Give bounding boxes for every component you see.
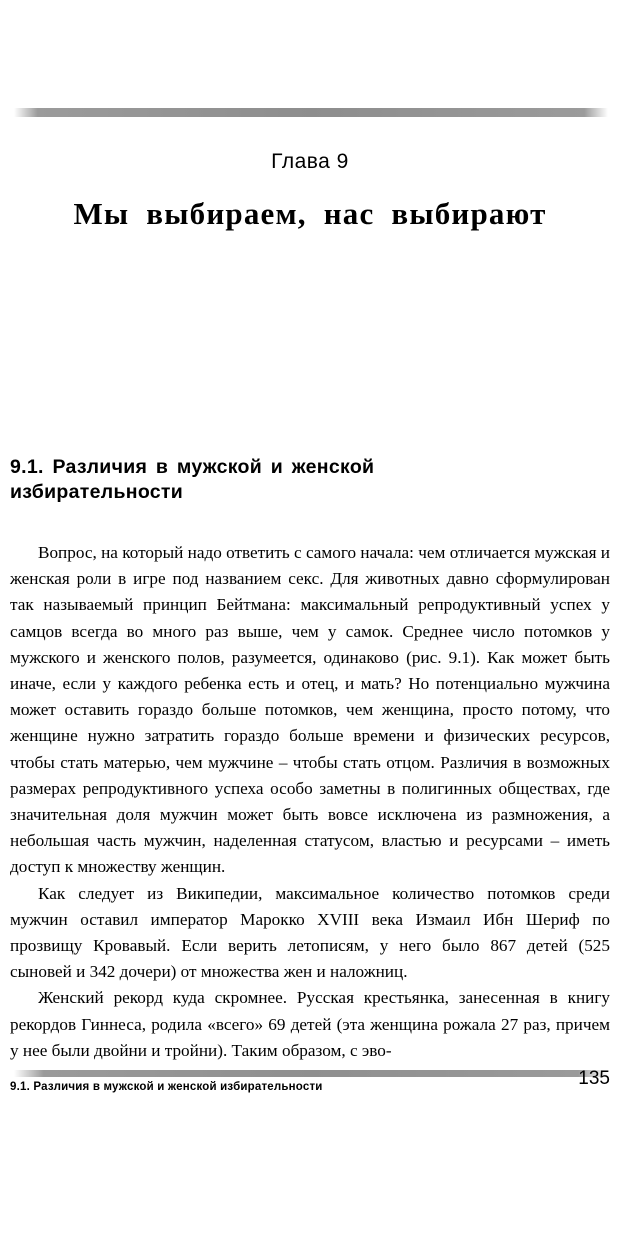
page-number: 135 bbox=[578, 1068, 610, 1089]
header-rule bbox=[14, 108, 608, 117]
footer-rule bbox=[14, 1070, 608, 1077]
paragraph: Вопрос, на который надо ответить с самого начала: чем отличается мужская и женская роли в игре под названием секс. Для животных давно сформулирован так называемый принцип Бейтмана: максимальный репродуктивный успех у самцов всегда во много раз выше, чем у самок. Среднее число потомков у мужского и женского полов, разумеется, одинаково (рис. 9.1). Как может быть иначе, если у каждого ребенка есть и отец, и мать? Но потенциально мужчина может оставить гораздо больше потомков, чем женщина, просто потому, что женщине нужно затратить гораздо больше времени и физических ресурсов, чтобы стать матерью, чем мужчине – чтобы стать отцом. Различия в возможных размерах репродуктивного успеха особо заметны в полигинных обществах, где значительная доля мужчин может быть вовсе исключена из размножения, а небольшая часть мужчин, наделенная статусом, властью и ресурсами – иметь доступ к множеству женщин. bbox=[10, 543, 610, 877]
chapter-number: Глава 9 bbox=[271, 150, 349, 173]
body-text bbox=[10, 540, 610, 1064]
footer-running-title: 9.1. Различия в мужской и женской избирательности bbox=[10, 1081, 323, 1093]
paragraph: Как следует из Википедии, максимальное количество потомков среди мужчин оставил император Марокко XVIII века Измаил Ибн Шериф по прозвищу Кровавый. Если верить летописям, у него было 867 детей (525 сыновей и 342 дочери) от множества жен и наложниц. bbox=[10, 883, 610, 982]
section-heading: 9.1. Различия в мужской и женской избирательности bbox=[10, 456, 375, 503]
paragraph: Женский рекорд куда скромнее. Русская крестьянка, занесенная в книгу рекордов Гиннеса, родила «всего» 69 детей (эта женщина рожала 27 раз, причем у нее были двойни и тройни). Таким образом, с эво- bbox=[10, 988, 610, 1060]
chapter-title: Мы выбираем, нас выбирают bbox=[73, 196, 547, 231]
